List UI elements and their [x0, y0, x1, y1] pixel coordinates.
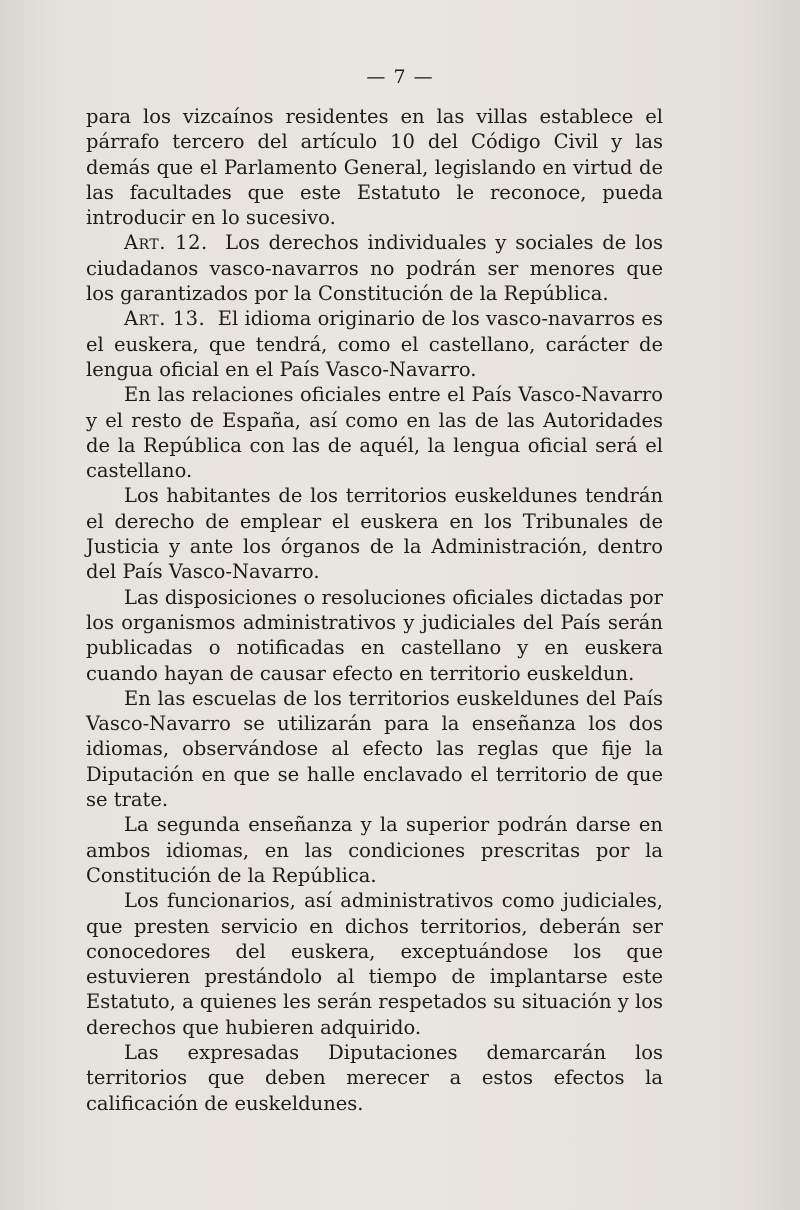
- article-label: Art. 13.: [124, 307, 206, 331]
- article-text: El idioma originario de los vasco-navarros es el euskera, que tendrá, como el castellano, carácter de lengua oficial en el País Vasco-Navarro.: [86, 307, 663, 381]
- paragraph: En las relaciones oficiales entre el País Vasco-Navarro y el resto de España, así como en las de las Autoridades de la República con las de aquél, la lengua oficial será el castellano.: [86, 383, 663, 483]
- paragraph: La segunda enseñanza y la superior podrán darse en ambos idiomas, en las condiciones prescritas por la Constitución de la República.: [86, 813, 663, 887]
- paragraph: Los funcionarios, así administrativos como judiciales, que presten servicio en dichos territorios, deberán ser conocedores del euskera, exceptuándose los que estuvieren prestándolo al tiempo de implantarse este Estatuto, a quienes les serán respetados su situación y los derechos que hubieren adquirido.: [86, 889, 663, 1039]
- page-number: — 7 —: [366, 66, 434, 88]
- paragraph: para los vizcaínos residentes en las villas establece el párrafo tercero del artículo 10 del Código Civil y las demás que el Parlamento General, legislando en virtud de las facultades que este Estatuto le reconoce, pueda introducir en lo sucesivo.: [86, 105, 663, 230]
- article-text: Los derechos individuales y sociales de los ciudadanos vasco-navarros no podrán ser menores que los garantizados por la Constitución de la República.: [86, 231, 663, 306]
- paragraph: Las expresadas Diputaciones demarcarán los territorios que deben merecer a estos efectos la calificación de euskeldunes.: [86, 1040, 663, 1115]
- paragraph: En las escuelas de los territorios euskeldunes del País Vasco-Navarro se utilizarán para la enseñanza los dos idiomas, observándose al efecto las reglas que fije la Diputación en que se halle enclavado el territorio de que se trate.: [86, 686, 663, 812]
- article-label: Art. 12.: [124, 231, 208, 255]
- article-13: [86, 306, 663, 382]
- article-12: [86, 230, 663, 306]
- paragraph: Las disposiciones o resoluciones oficiales dictadas por los organismos administrativos y judiciales del País serán publicadas o notificadas en castellano y en euskera cuando hayan de causar efecto en territorio euskeldun.: [86, 585, 663, 685]
- paragraph: Los habitantes de los territorios euskeldunes tendrán el derecho de emplear el euskera en los Tribunales de Justicia y ante los órganos de la Administración, dentro del País Vasco-Navarro.: [86, 484, 663, 584]
- body-text: [86, 104, 663, 1116]
